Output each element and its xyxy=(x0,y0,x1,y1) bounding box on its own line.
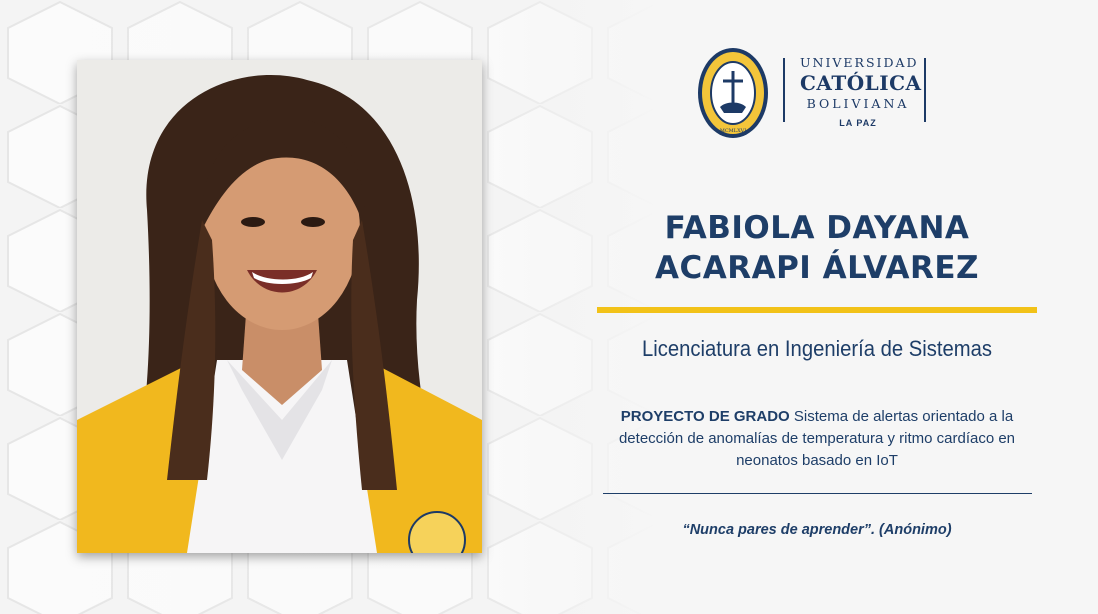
graduate-name-line1: FABIOLA DAYANA xyxy=(664,210,970,246)
university-line1: UNIVERSIDAD xyxy=(800,55,919,70)
university-line2: CATÓLICA xyxy=(800,71,922,95)
graduate-photo xyxy=(77,60,482,553)
university-wordmark xyxy=(800,55,922,128)
quote-divider xyxy=(603,493,1032,494)
university-city: LA PAZ xyxy=(839,118,877,128)
graduate-name xyxy=(597,208,1037,288)
gold-divider xyxy=(597,307,1037,313)
graduate-name-line2: ACARAPI ÁLVAREZ xyxy=(654,250,980,286)
logo-divider-left xyxy=(783,58,785,122)
svg-text:MCMLXVI: MCMLXVI xyxy=(719,128,747,134)
university-line3: BOLIVIANA xyxy=(806,96,910,111)
project-description xyxy=(600,406,1034,472)
project-label: PROYECTO DE GRADO xyxy=(620,408,790,425)
logo-divider-right xyxy=(924,58,926,122)
degree-title: Licenciatura en Ingeniería de Sistemas xyxy=(642,336,992,361)
project-text: Sistema de alertas orientado a la detección de anomalías de temperatura y ritmo cardíaco en neonatos basado en IoT xyxy=(618,408,1016,469)
quote: “Nunca pares de aprender”. (Anónimo) xyxy=(682,522,952,538)
